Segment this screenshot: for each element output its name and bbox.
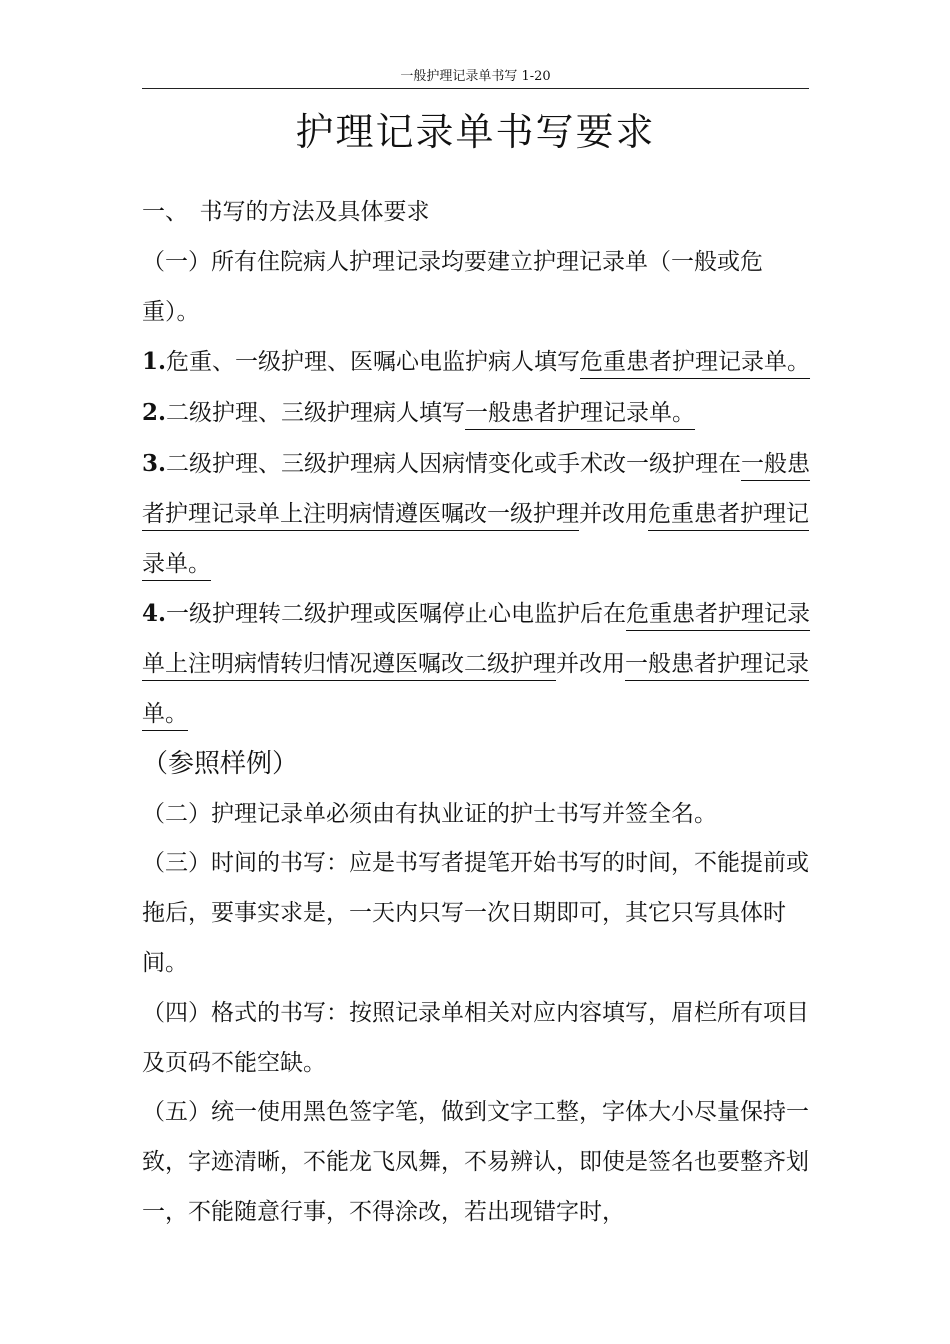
list-item-connector: 并改用 [556,651,625,678]
list-item-number: 1. [142,348,167,376]
list-item-text: 二级护理、三级护理病人因病情变化或手术改一级护理在 [166,450,742,477]
underlined-form-name: 一般患者护理记录单。 [142,651,809,727]
list-item-number: 3. [142,449,167,477]
list-item-text: 一级护理转二级护理或医嘱停止心电监护后在 [166,601,627,628]
sample-reference: （参照样例） [142,748,299,779]
list-item-number: 4. [142,600,167,628]
paragraph-5: （五）统一使用黑色签字笔，做到文字工整，字体大小尽量保持一致，字迹清晰，不能龙飞凤舞，不易辨认，即使是签名也要整齐划一，不能随意行事，不得涂改，若出现错字时， [142,1099,809,1225]
page-header: 一般护理记录单书写 1-20 [142,66,809,89]
underlined-instruction: 危重患者护理记录单上注明病情转归情况遵医嘱改二级护理 [142,601,811,678]
underlined-form-name: 危重患者护理记录单。 [580,349,811,376]
list-item-text: 二级护理、三级护理病人填写 [166,400,466,427]
paragraph-2: （二）护理记录单必须由有执业证的护士书写并签全名。 [142,800,717,827]
underlined-instruction: 一般患者护理记录单上注明病情遵医嘱改一级护理 [142,450,811,527]
list-item-4 [142,589,812,739]
list-item-1 [142,337,812,388]
section-heading: 一、 书写的方法及具体要求 [142,199,430,225]
underlined-form-name: 一般患者护理记录单。 [465,400,696,427]
document-title: 护理记录单书写要求 [295,110,656,154]
paragraph-3: （三）时间的书写：应是书写者提笔开始书写的时间，不能提前或拖后，要事实求是，一天内只写一次日期即可，其它只写具体时间。 [142,850,809,976]
underlined-form-name: 危重患者护理记录单。 [142,500,809,577]
list-item-text: 危重、一级护理、医嘱心电监护病人填写 [166,349,581,376]
list-item-connector: 并改用 [579,500,648,527]
list-item-2 [142,388,812,439]
paragraph-4: （四）格式的书写：按照记录单相关对应内容填写，眉栏所有项目及页码不能空缺。 [142,999,809,1076]
paragraph-1: （一）所有住院病人护理记录均要建立护理记录单（一般或危重）。 [142,248,763,325]
list-item-number: 2. [142,399,167,427]
list-item-3 [142,439,812,589]
document-body [142,188,812,1238]
